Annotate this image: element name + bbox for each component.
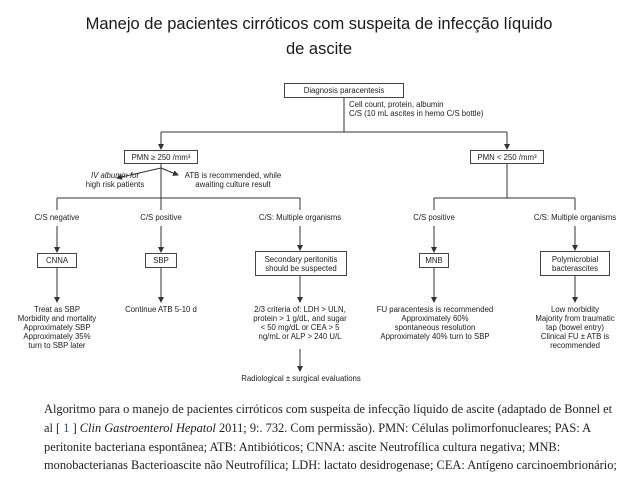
outcome-secondary — [238, 305, 362, 341]
albumin-note — [70, 171, 160, 189]
outcome-mnb-line: Approximately 60% — [401, 314, 469, 323]
caption-line-3: peritonite bacteriana espontânea; ATB: Antibióticos; CNNA: ascite Neutrofílica cultura negativa; MNB: — [44, 439, 561, 454]
label-cs-multiple-right: C/S: Multiple organisms — [533, 213, 617, 222]
albumin-note-line: high risk patients — [85, 180, 145, 189]
node-mnb-label: MNB — [425, 256, 443, 265]
outcome-poly-line: tap (bowel entry) — [545, 323, 605, 332]
node-secondary-label: should be suspected — [265, 263, 337, 273]
caption-line-2 — [44, 419, 634, 438]
caption-line-2-c: 2011; 9:. 732. Com permissão). PMN: Células polimorfonucleares; PAS: A — [215, 420, 592, 435]
slide-title-line2: de ascite — [285, 40, 353, 58]
caption-line-2-a: al [ — [44, 420, 64, 435]
outcome-secondary-line: ng/mL or ALP > 240 U/L — [258, 332, 342, 341]
node-diagnosis-paracentesis-label: Diagnosis paracentesis — [303, 86, 385, 95]
outcome-secondary-line: < 50 mg/dL or CEA > 5 — [260, 323, 340, 332]
outcome-cnna-line: turn to SBP later — [28, 341, 86, 350]
node-pmn-low-label: PMN < 250 /mm³ — [477, 152, 537, 162]
node-polymicrobial-label: bacterascites — [552, 263, 598, 273]
outcome-poly-line: Low morbidity — [550, 305, 600, 314]
root-note-line: C/S (10 mL ascites in hemo C/S bottle) — [349, 109, 484, 118]
outcome-poly-line: recommended — [550, 341, 600, 350]
root-note-line: Cell count, protein, albumin — [349, 100, 444, 109]
outcome-mnb-line: spontaneous resolution — [394, 323, 476, 332]
outcome-mnb-line: FU paracentesis is recommended — [376, 305, 494, 314]
journal-name: Clin Gastroenterol Hepatol — [79, 420, 216, 435]
caption-line-1: Algoritmo para o manejo de pacientes cirróticos com suspeita de infecção líquido de ascite (adaptado de Bonnel et — [44, 402, 613, 416]
radiological-evaluations: Radiological ± surgical evaluations — [241, 374, 361, 383]
node-secondary-peritonitis — [255, 251, 347, 276]
root-note — [349, 100, 483, 118]
outcome-poly-line: Majority from traumatic — [535, 314, 615, 323]
outcome-cnna — [2, 305, 112, 350]
node-sbp-label: SBP — [153, 256, 169, 265]
node-pmn-high-label: PMN ≥ 250 /mm³ — [131, 152, 191, 162]
label-cs-positive-right: C/S positive — [413, 213, 455, 222]
slide-title-line1: Manejo de pacientes cirróticos com suspeita de infecção líquido — [85, 15, 553, 33]
reference-link[interactable]: 1 — [63, 420, 70, 435]
outcome-cnna-line: Morbidity and mortality — [17, 314, 97, 323]
outcome-cnna-line: Approximately 35% — [23, 332, 91, 341]
node-pmn-low — [470, 150, 544, 164]
caption-line-4: monobacterianas Bacterioascite não Neutrofílica; LDH: lactato desidrogenase; CEA: Antígeno carcinoembrionário; — [44, 458, 617, 473]
outcome-cnna-line: Treat as SBP — [33, 305, 81, 314]
outcome-polymicrobial — [518, 305, 632, 350]
node-diagnosis-paracentesis — [284, 83, 404, 98]
node-cnna — [37, 253, 77, 268]
atb-note-line: ATB is recommended, while — [184, 171, 282, 180]
albumin-note-line: IV albumin for — [90, 171, 140, 180]
outcome-mnb — [370, 305, 500, 341]
outcome-sbp-line: Continue ATB 5-10 d — [125, 305, 197, 314]
outcome-sbp — [116, 305, 206, 314]
outcome-secondary-line: protein > 1 g/dL, and sugar — [253, 314, 347, 323]
connector-atb-note — [161, 168, 178, 175]
figure-caption — [44, 400, 634, 475]
outcome-secondary-line: 2/3 criteria of: LDH > ULN, — [254, 305, 346, 314]
caption-line-2-b: ] — [69, 420, 80, 435]
node-sbp — [145, 253, 177, 268]
outcome-mnb-line: Approximately 40% turn to SBP — [380, 332, 490, 341]
label-cs-positive-left: C/S positive — [140, 213, 182, 222]
node-mnb — [419, 253, 449, 268]
outcome-poly-line: Clinical FU ± ATB is — [540, 332, 610, 341]
node-pmn-high — [124, 150, 198, 164]
node-secondary-label: Secondary peritonitis — [264, 254, 338, 264]
node-polymicrobial — [540, 251, 610, 276]
node-polymicrobial-label: Polymicrobial — [551, 254, 599, 264]
atb-note — [178, 171, 288, 189]
label-cs-multiple-left: C/S: Multiple organisms — [258, 213, 342, 222]
outcome-cnna-line: Approximately SBP — [23, 323, 91, 332]
label-cs-negative: C/S negative — [34, 213, 80, 222]
atb-note-line: awaiting culture result — [195, 180, 271, 189]
node-cnna-label: CNNA — [45, 256, 69, 265]
